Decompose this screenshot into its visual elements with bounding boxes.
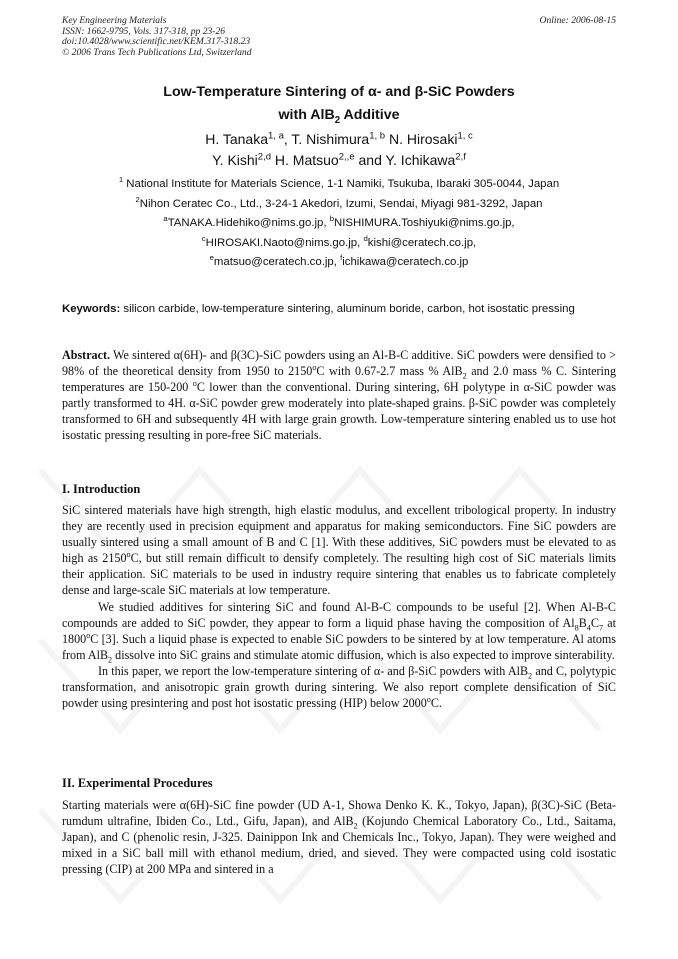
section-heading-experimental: II. Experimental Procedures (62, 776, 213, 790)
abstract: Abstract. We sintered α(6H)- and β(3C)-SiC powders using an Al-B-C additive. SiC powders were densified to > 98% of the theoretical density from 1950 to 2150$^o$C with 0.67-2.7 mass % AlB$_2$ and 2.0 mass % C. Sintering temperatures are 150-200 $^o$C lower than the conventional. During sintering, 6H polytype in α-SiC powder was partly transformed to 4H. α-SiC powder grew moderately into plate-shaped grains. β-SiC powder was completely transformed to 6H and subsequently 4H with large grain growth. Low-temperature sintering enabled us to use hot isostatic pressing resulting in pore-free SiC materials. (62, 348, 616, 443)
introduction-body (62, 502, 616, 711)
title-block (62, 81, 616, 273)
email-line-1: $^a$TANAKA.Hidehiko@nims.go.jp, $^b$NISHIMURA.Toshiyuki@nims.go.jp, (163, 214, 515, 229)
abstract-label: Abstract. (62, 348, 111, 362)
affiliations (62, 175, 616, 273)
journal-header (62, 16, 616, 58)
experimental-body (62, 797, 616, 877)
section-heading-introduction: I. Introduction (62, 482, 141, 496)
email-line-2: $^c$HIROSAKI.Naoto@nims.go.jp, $^d$kishi@ceratech.co.jp, (201, 233, 477, 249)
issn-line: ISSN: 1662-9795, Vols. 317-318, pp 23-26 (62, 25, 226, 37)
intro-paragraph-2: We studied additives for sintering SiC and found Al-B-C compounds to be useful [2]. When Al-B-C compounds are added to SiC powder, they appear to form a liquid phase having the composition of $Al_8B_4C_7$ at 1800$^o$C [3]. Such a liquid phase is expected to enable SiC powders to be sintered by at low temperature. Al atoms from AlB$_2$ dissolve into SiC grains and stimulate atomic diffusion, which is also expected to improve sinterability. (62, 599, 616, 665)
copyright-line: © 2006 Trans Tech Publications Ltd, Switzerland (62, 46, 252, 58)
journal-name: Key Engineering Materials (62, 15, 167, 26)
doi-line: doi:10.4028/www.scientific.net/KEM.317-318.23 (62, 36, 251, 48)
experimental-paragraph-1: Starting materials were α(6H)-SiC fine powder (UD A-1, Showa Denko K. K., Tokyo, Japan), β(3C)-SiC (Beta-rumdum ultrafine, Ibiden Co., Ltd., Gifu, Japan), and AlB$_2$ (Kojundo Chemical Laboratory Co., Ltd., Saitama, Japan), and C (phenolic resin, J-325. Dainippon Ink and Chemicals Inc., Tokyo, Japan). They were weighed and mixed in a SiC ball mill with ethanol medium, dried, and sieved. They were compacted using cold isostatic pressing (CIP) at 200 MPa and sintered in a (62, 798, 616, 877)
intro-paragraph-1: SiC sintered materials have high strength, high elastic modulus, and excellent tribological property. In industry they are recently used in precision equipment and apparatus for making semiconductors. Fine SiC powders are usually sintered using a small amount of B and C [1]. With these additives, SiC powders must be elevated to as high as 2150$^o$C, but still remain difficult to densify completely. The resulting high cost of SiC materials limits their application. SiC materials to be used in industry require sintering that enables us to fabricate completely dense and large-scale SiC materials at low temperature. (62, 503, 617, 598)
keywords (62, 302, 616, 317)
keywords-label: Keywords: (62, 303, 121, 315)
author-list: H. Tanaka$^{1, a}$, T. Nishimura$^{1, b}$ N. Hirosaki$^{1, c}$ Y. Kishi$^{2,d}$ H. Matsuo$^{2,,e}$ and Y. Ichikawa$^{2,f}$ (205, 130, 473, 168)
paper-title: Low-Temperature Sintering of α- and β-SiC Powders with AlB$_2$ Additive (163, 84, 515, 126)
affiliation-2: $^2$Nihon Ceratec Co., Ltd., 3-24-1 Akedori, Izumi, Sendai, Miyagi 981-3292, Japan (135, 194, 543, 210)
keywords-text: silicon carbide, low-temperature sintering, aluminum boride, carbon, hot isostatic pressing (120, 303, 575, 315)
online-date: Online: 2006-08-15 (539, 15, 616, 26)
email-line-3: $^e$matsuo@ceratech.co.jp, $^f$ichikawa@ceratech.co.jp (209, 253, 469, 268)
affiliation-1: $^1$ National Institute for Materials Science, 1-1 Namiki, Tsukuba, Ibaraki 305-0044, Japan (118, 175, 560, 190)
intro-paragraph-3: In this paper, we report the low-temperature sintering of α- and β-SiC powders with AlB$_2$ and C, polytypic transformation, and anisotropic grain growth during sintering. We also report complete densification of SiC powder using presintering and post hot isostatic pressing (HIP) below 2000$^o$C. (62, 663, 616, 711)
